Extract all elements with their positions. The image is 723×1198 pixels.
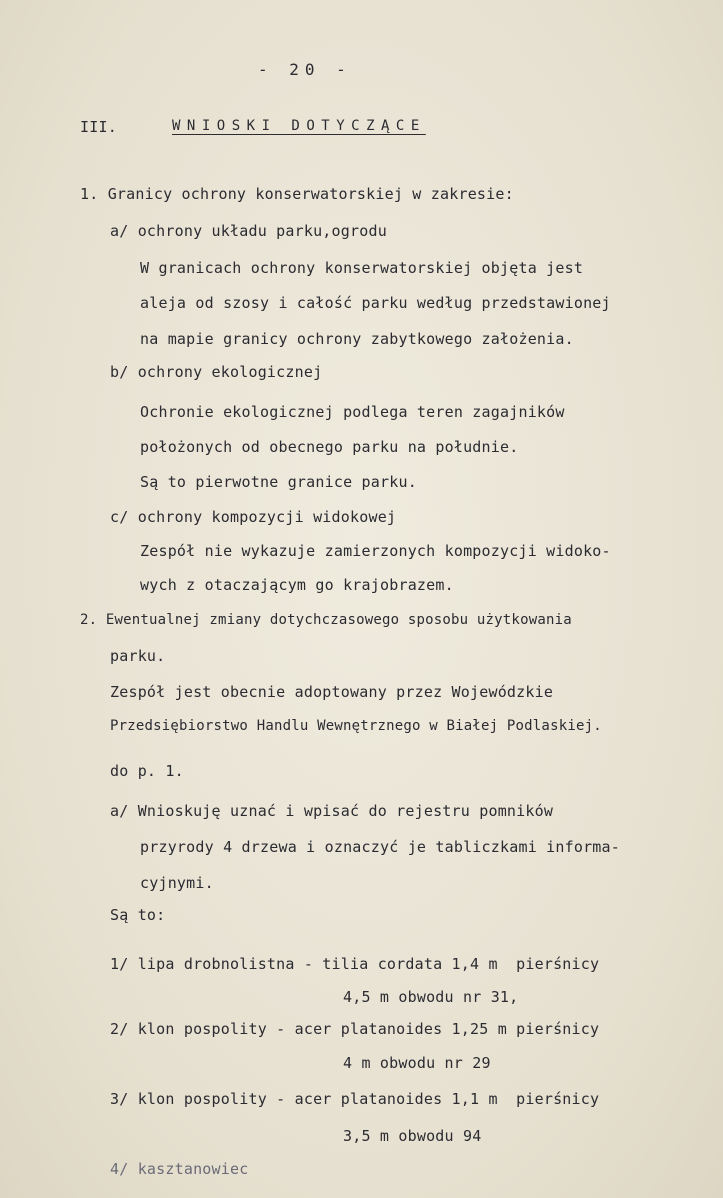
text-line: przyrody 4 drzewa i oznaczyć je tabliczkami informa- xyxy=(140,838,620,856)
text-line: aleja od szosy i całość parku według przedstawionej xyxy=(140,294,611,312)
text-line: parku. xyxy=(110,647,166,665)
text-line: 4,5 m obwodu nr 31, xyxy=(343,988,519,1006)
text-line: c/ ochrony kompozycji widokowej xyxy=(110,508,397,526)
text-line: położonych od obecnego parku na południe. xyxy=(140,438,519,456)
text-line: Przedsiębiorstwo Handlu Wewnętrznego w Białej Podlaskiej. xyxy=(110,718,602,734)
text-line: do p. 1. xyxy=(110,762,184,780)
text-line: 3/ klon pospolity - acer platanoides 1,1 m pierśnicy xyxy=(110,1090,600,1108)
section-number: III. xyxy=(80,118,117,136)
text-line: 4 m obwodu nr 29 xyxy=(343,1054,491,1072)
text-line: Są to pierwotne granice parku. xyxy=(140,473,417,491)
text-line: na mapie granicy ochrony zabytkowego założenia. xyxy=(140,330,574,348)
text-line: Są to: xyxy=(110,906,166,924)
text-line: 1. Granicy ochrony konserwatorskiej w zakresie: xyxy=(80,185,514,203)
page-number: - 20 - xyxy=(258,60,352,79)
text-line: b/ ochrony ekologicznej xyxy=(110,363,323,381)
text-line: 2/ klon pospolity - acer platanoides 1,25 m pierśnicy xyxy=(110,1020,600,1038)
section-heading: WNIOSKI DOTYCZĄCE xyxy=(172,118,426,134)
text-line: Ochronie ekologicznej podlega teren zagajników xyxy=(140,403,565,421)
text-line: 2. Ewentualnej zmiany dotychczasowego sposobu użytkowania xyxy=(80,612,572,628)
text-line: 4/ kasztanowiec xyxy=(110,1160,249,1178)
text-line: cyjnymi. xyxy=(140,874,214,892)
text-line: W granicach ochrony konserwatorskiej objęta jest xyxy=(140,259,584,277)
text-line: 1/ lipa drobnolistna - tilia cordata 1,4 m pierśnicy xyxy=(110,955,600,973)
text-line: a/ ochrony układu parku,ogrodu xyxy=(110,222,387,240)
text-line: Zespół jest obecnie adoptowany przez Wojewódzkie xyxy=(110,683,554,701)
text-line: 3,5 m obwodu 94 xyxy=(343,1127,482,1145)
text-line: wych z otaczającym go krajobrazem. xyxy=(140,576,454,594)
text-line: a/ Wnioskuję uznać i wpisać do rejestru pomników xyxy=(110,802,554,820)
text-line: Zespół nie wykazuje zamierzonych kompozycji widoko- xyxy=(140,542,611,560)
